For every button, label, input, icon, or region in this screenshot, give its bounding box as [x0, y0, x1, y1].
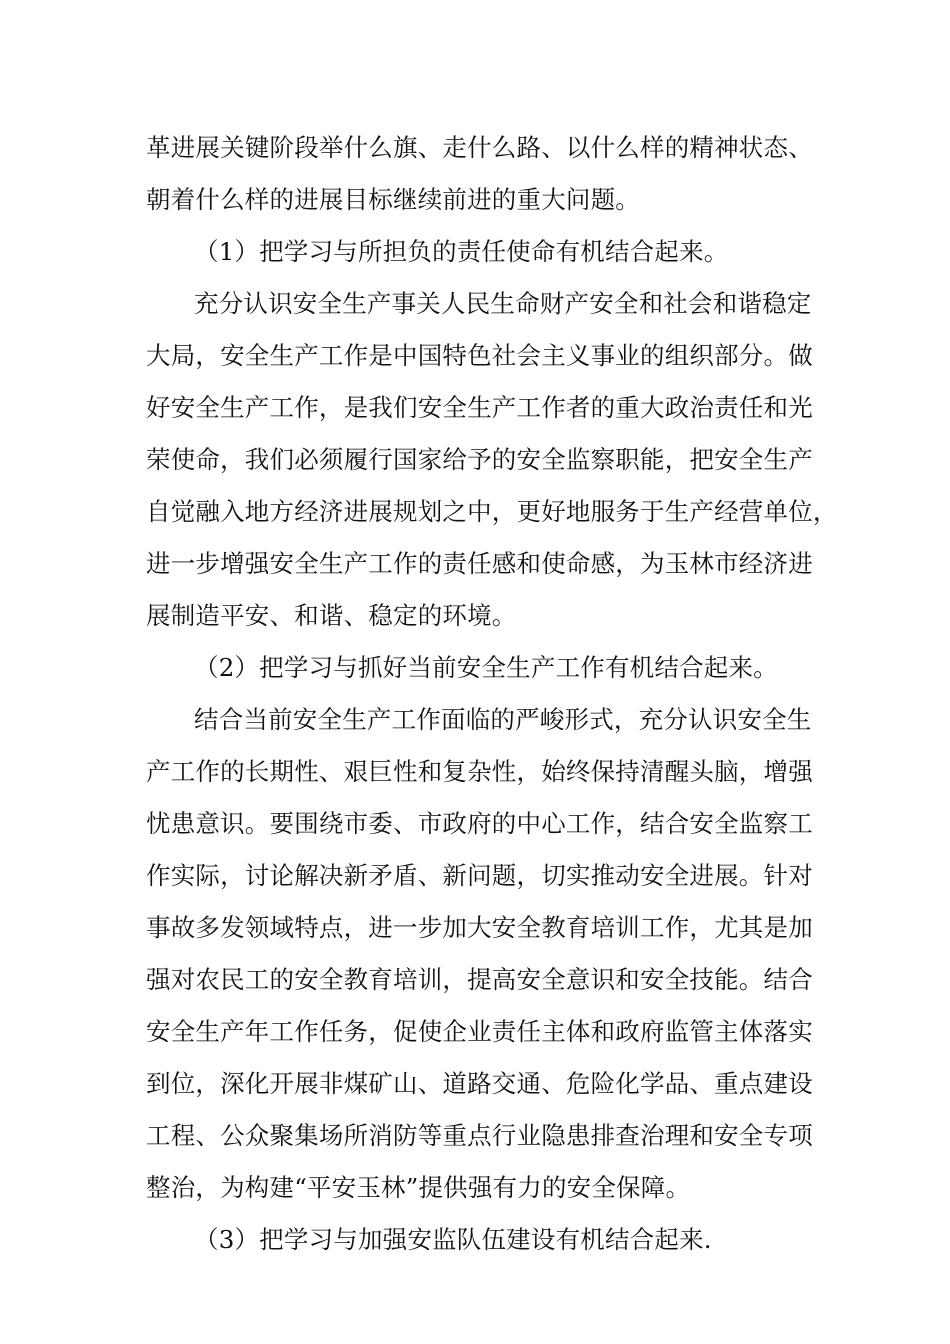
- text-line: 强对农民工的安全教育培训，提高安全意识和安全技能。结合: [146, 965, 813, 994]
- text-line: 事故多发领域特点，进一步加大安全教育培训工作，尤其是加: [146, 913, 813, 942]
- text-line: 进一步增强安全生产工作的责任感和使命感，为玉林市经济进: [146, 549, 813, 578]
- section-heading: （3）把学习与加强安监队伍建设有机结合起来.: [194, 1225, 712, 1254]
- text-line: 工程、公众聚集场所消防等重点行业隐患排查治理和安全专项: [146, 1121, 813, 1150]
- text-line: 好安全生产工作，是我们安全生产工作者的重大政治责任和光: [146, 393, 813, 422]
- section-heading: （1）把学习与所担负的责任使命有机结合起来。: [194, 237, 729, 266]
- text-line: 荣使命，我们必须履行国家给予的安全监察职能，把安全生产: [146, 445, 813, 474]
- text-line: 忧患意识。要围绕市委、市政府的中心工作，结合安全监察工: [146, 809, 813, 838]
- text-line: 结合当前安全生产工作面临的严峻形式，充分认识安全生: [194, 705, 812, 734]
- text-line: 革进展关键阶段举什么旗、走什么路、以什么样的精神状态、: [146, 133, 813, 162]
- text-line: 自觉融入地方经济进展规划之中，更好地服务于生产经营单位，: [146, 497, 838, 526]
- text-line: 作实际，讨论解决新矛盾、新问题，切实推动安全进展。针对: [146, 861, 813, 890]
- text-line: 展制造平安、和谐、稳定的环境。: [146, 601, 517, 630]
- text-line: 安全生产年工作任务，促使企业责任主体和政府监管主体落实: [146, 1017, 813, 1046]
- section-heading: （2）把学习与抓好当前安全生产工作有机结合起来。: [194, 653, 778, 682]
- text-line: 整治，为构建“平安玉林”提供强有力的安全保障。: [146, 1173, 691, 1202]
- text-line: 充分认识安全生产事关人民生命财产安全和社会和谐稳定: [194, 289, 812, 318]
- text-line: 产工作的长期性、艰巨性和复杂性，始终保持清醒头脑，增强: [146, 757, 813, 786]
- text-line: 大局，安全生产工作是中国特色社会主义事业的组织部分。做: [146, 341, 813, 370]
- text-line: 到位，深化开展非煤矿山、道路交通、危险化学品、重点建设: [146, 1069, 813, 1098]
- text-line: 朝着什么样的进展目标继续前进的重大问题。: [146, 185, 640, 214]
